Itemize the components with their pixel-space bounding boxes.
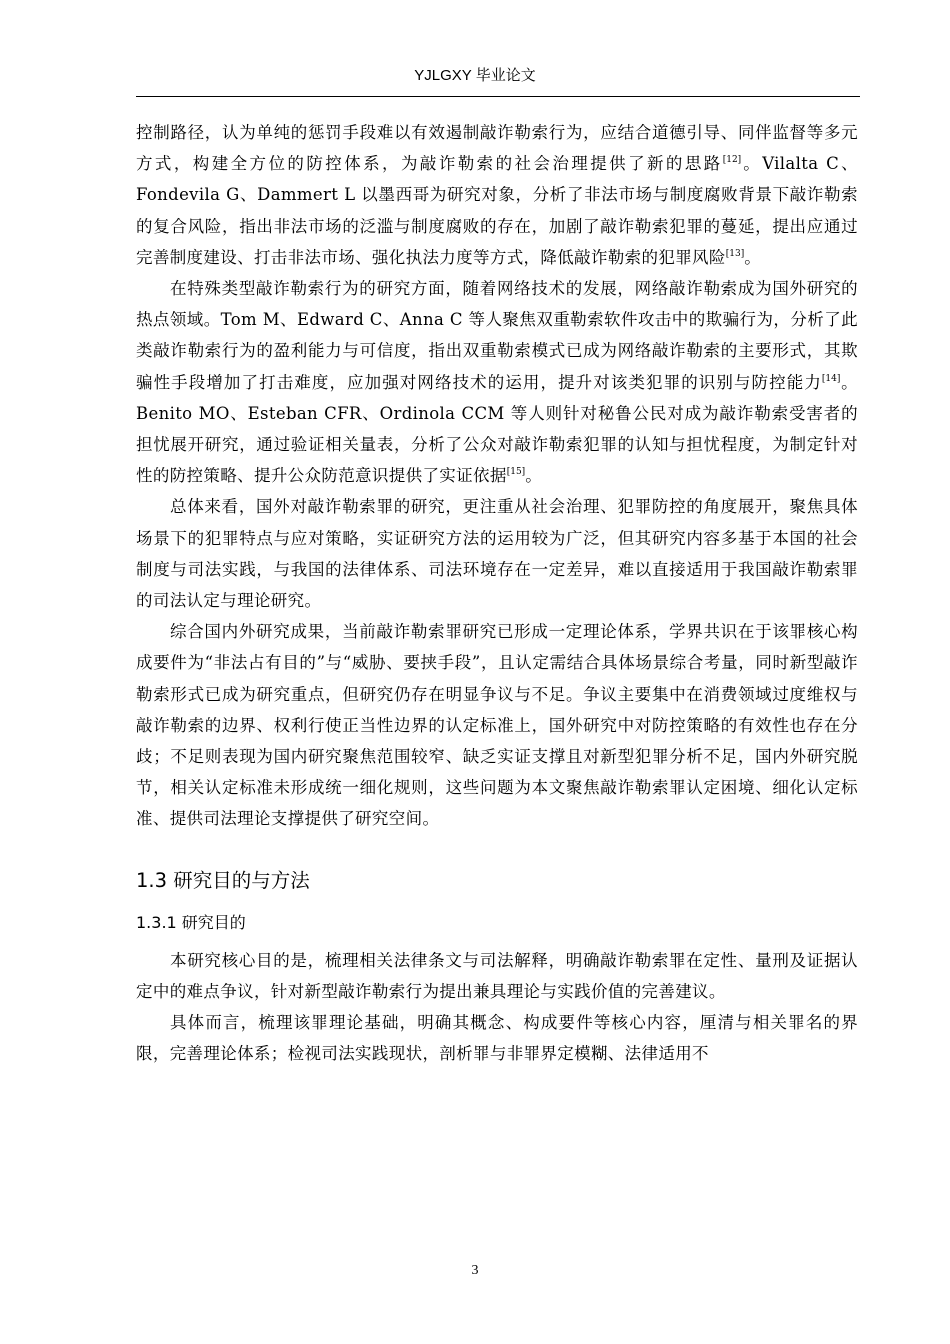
citation-ref: [13]: [725, 248, 745, 259]
paragraph-text: 。Benito MO、Esteban CFR、Ordinola CCM 等人则针对秘鲁公民对成为敲诈勒索受害者的担忧展开研究，通过验证相关量表，分析了公众对敲诈勒索犯罪的认知与担忧程度，为制定针对性的防控策略、提升公众防范意识提供了实证依据: [136, 372, 858, 486]
paragraph-text: 。Vilalta C、Fondevila G、Dammert L 以墨西哥为研究对象，分析了非法市场与制度腐败背景下敲诈勒索的复合风险，指出非法市场的泛滥与制度腐败的存在，加剧了敲诈勒索犯罪的蔓延，提出应通过完善制度建设、打击非法市场、强化执法力度等方式，降低敲诈勒索的犯罪风险: [136, 154, 858, 267]
paragraph: [136, 616, 858, 834]
paragraph-text: 。: [525, 466, 543, 486]
header-divider: [136, 96, 860, 97]
running-header: YJLGXY 毕业论文: [414, 67, 536, 84]
paragraph-text: 具体而言，梳理该罪理论基础，明确其概念、构成要件等核心内容，厘清与相关罪名的界限，完善理论体系；检视司法实践现状，剖析罪与非罪界定模糊、法律适用不: [136, 1013, 858, 1064]
citation-ref: [14]: [821, 373, 841, 384]
paragraph-text: 。: [744, 247, 762, 267]
subsection-heading: 1.3.1 研究目的: [136, 912, 246, 932]
paragraph-text: 总体来看，国外对敲诈勒索罪的研究，更注重从社会治理、犯罪防控的角度展开，聚焦具体场景下的犯罪特点与应对策略，实证研究方法的运用较为广泛，但其研究内容多基于本国的社会制度与司法实践，与我国的法律体系、司法环境存在一定差异，难以直接适用于我国敲诈勒索罪的司法认定与理论研究。: [136, 497, 858, 611]
paragraph: [136, 117, 858, 273]
paragraph: [136, 491, 858, 616]
paragraph: [136, 945, 858, 1007]
citation-ref: [12]: [722, 155, 742, 166]
paragraph-text: 综合国内外研究成果，当前敲诈勒索罪研究已形成一定理论体系，学界共识在于该罪核心构成要件为“非法占有目的”与“威胁、要挟手段”，且认定需结合具体场景综合考量，同时新型敲诈勒索形式已成为研究重点，但研究仍存在明显争议与不足。争议主要集中在消费领域过度维权与敲诈勒索的边界、权利行使正当性边界的认定标准上，国外研究中对防控策略的有效性也存在分歧；不足则表现为国内研究聚焦范围较窄、缺乏实证支撑且对新型犯罪分析不足，国内外研究脱节，相关认定标准未形成统一细化规则，这些问题为本文聚焦敲诈勒索罪认定困境、细化认定标准、提供司法理论支撑提供了研究空间。: [136, 622, 858, 829]
paragraph: [136, 273, 858, 491]
paragraph-text: 控制路径，认为单纯的惩罚手段难以有效遏制敲诈勒索行为，应结合道德引导、同伴监督等多元方式，构建全方位的防控体系，为敲诈勒索的社会治理提供了新的思路: [136, 123, 858, 174]
paragraph-text: 本研究核心目的是，梳理相关法律条文与司法解释，明确敲诈勒索罪在定性、量刑及证据认定中的难点争议，针对新型敲诈勒索行为提出兼具理论与实践价值的完善建议。: [136, 950, 858, 1001]
section-heading: 1.3 研究目的与方法: [136, 868, 310, 892]
citation-ref: [15]: [506, 467, 526, 478]
body-text: [136, 117, 858, 1069]
page-number: 3: [471, 1263, 479, 1278]
paragraph-text: 在特殊类型敲诈勒索行为的研究方面，随着网络技术的发展，网络敲诈勒索成为国外研究的热点领域。Tom M、Edward C、Anna C 等人聚焦双重勒索软件攻击中的欺骗行为，分析了此类敲诈勒索行为的盈利能力与可信度，指出双重勒索模式已成为网络敲诈勒索的主要形式，其欺骗性手段增加了打击难度，应加强对网络技术的运用，提升对该类犯罪的识别与防控能力: [136, 279, 858, 392]
paragraph: [136, 1007, 858, 1069]
